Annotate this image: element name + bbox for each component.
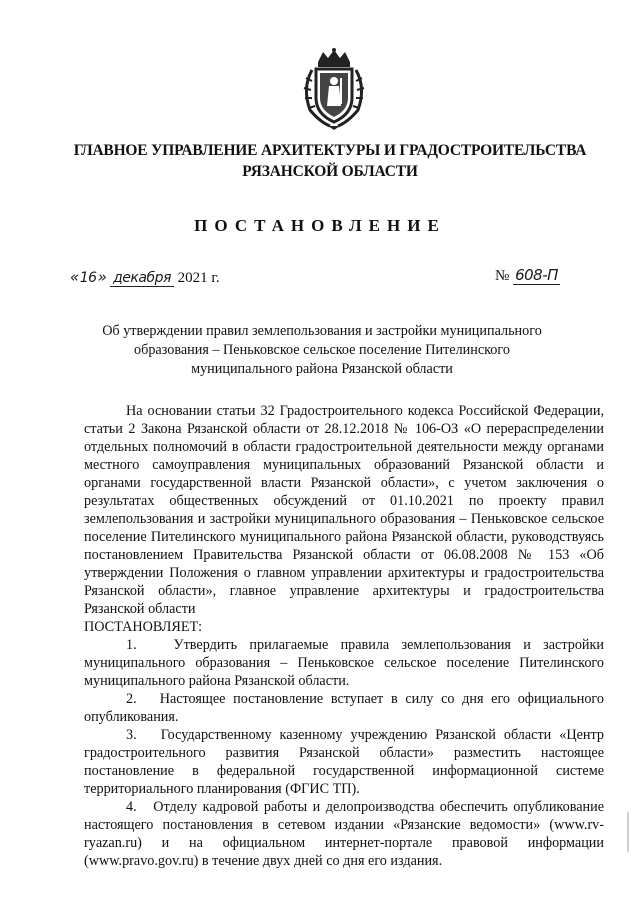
date-open-quote: « (70, 268, 79, 286)
number-prefix: № (495, 268, 510, 284)
number-value: 608-П (515, 266, 558, 284)
scan-edge-mark (627, 812, 629, 852)
resolution-item-2: 2. Настоящее постановление вступает в силу со дня его официального опубликования. (84, 691, 604, 725)
resolution-item-3: 3. Государственному казенному учреждению Рязанской области «Центр градостроительного развития Рязанской области» разместить настоящее постановление в федеральной государственной информационной системе территориального планирования (ФГИС ТП). (84, 727, 604, 797)
issuing-authority-line-1: ГЛАВНОЕ УПРАВЛЕНИЕ АРХИТЕКТУРЫ И ГРАДОСТРОИТЕЛЬСТВА (73, 142, 587, 159)
date-year: 2021 г. (177, 270, 220, 286)
document-body (84, 402, 604, 870)
ryazan-coat-of-arms-icon (296, 48, 372, 130)
preamble-paragraph: На основании статьи 32 Градостроительного кодекса Российской Федерации, статьи 2 Закона Рязанской области от 28.12.2018 № 106-ОЗ «О перераспределении отдельных полномочий в области градостроительной деятельности между органами местного самоуправления муниципальных образований Рязанской области и органами государственной власти Рязанской области», с учетом заключения о результатах общественных обсуждений от 01.10.2021 по проекту правил землепользования и застройки муниципального образования – Пеньковское сельское поселение Пителинского муниципального района Рязанской области, руководствуясь постановлением Правительства Рязанской области от 06.08.2008 № 153 «Об утверждении Положения о главном управлении архитектуры и градостроительства Рязанской области», главное управление архитектуры и градостроительства Рязанской области (84, 403, 604, 617)
date-day: 16 (79, 270, 97, 286)
issuing-authority-line-2: РЯЗАНСКОЙ ОБЛАСТИ (242, 163, 418, 180)
resolution-item-4: 4. Отделу кадровой работы и делопроизводства обеспечить опубликование настоящего постановления в сетевом издании «Рязанские ведомости» (www.rv-ryazan.ru) и на официальном интернет-портале правовой информации (www.pravo.gov.ru) в течение двух дней со дня его издания. (84, 799, 604, 869)
resolution-keyword: ПОСТАНОВЛЯЕТ: (84, 619, 203, 635)
issuing-authority (60, 140, 600, 182)
date-month: декабря (110, 270, 174, 287)
document-number (495, 266, 560, 285)
document-date (70, 268, 220, 287)
resolution-item-1: 1. Утвердить прилагаемые правила землепользования и застройки муниципального образования – Пеньковское сельское поселение Пителинского муниципального района Рязанской области. (84, 637, 604, 689)
document-type: ПОСТАНОВЛЕНИЕ (194, 216, 446, 235)
date-close-quote: » (97, 268, 107, 286)
document-title: Об утверждении правил землепользования и застройки муниципального образования – Пеньковское сельское поселение Пителинского муниципального района Рязанской области (102, 323, 542, 377)
